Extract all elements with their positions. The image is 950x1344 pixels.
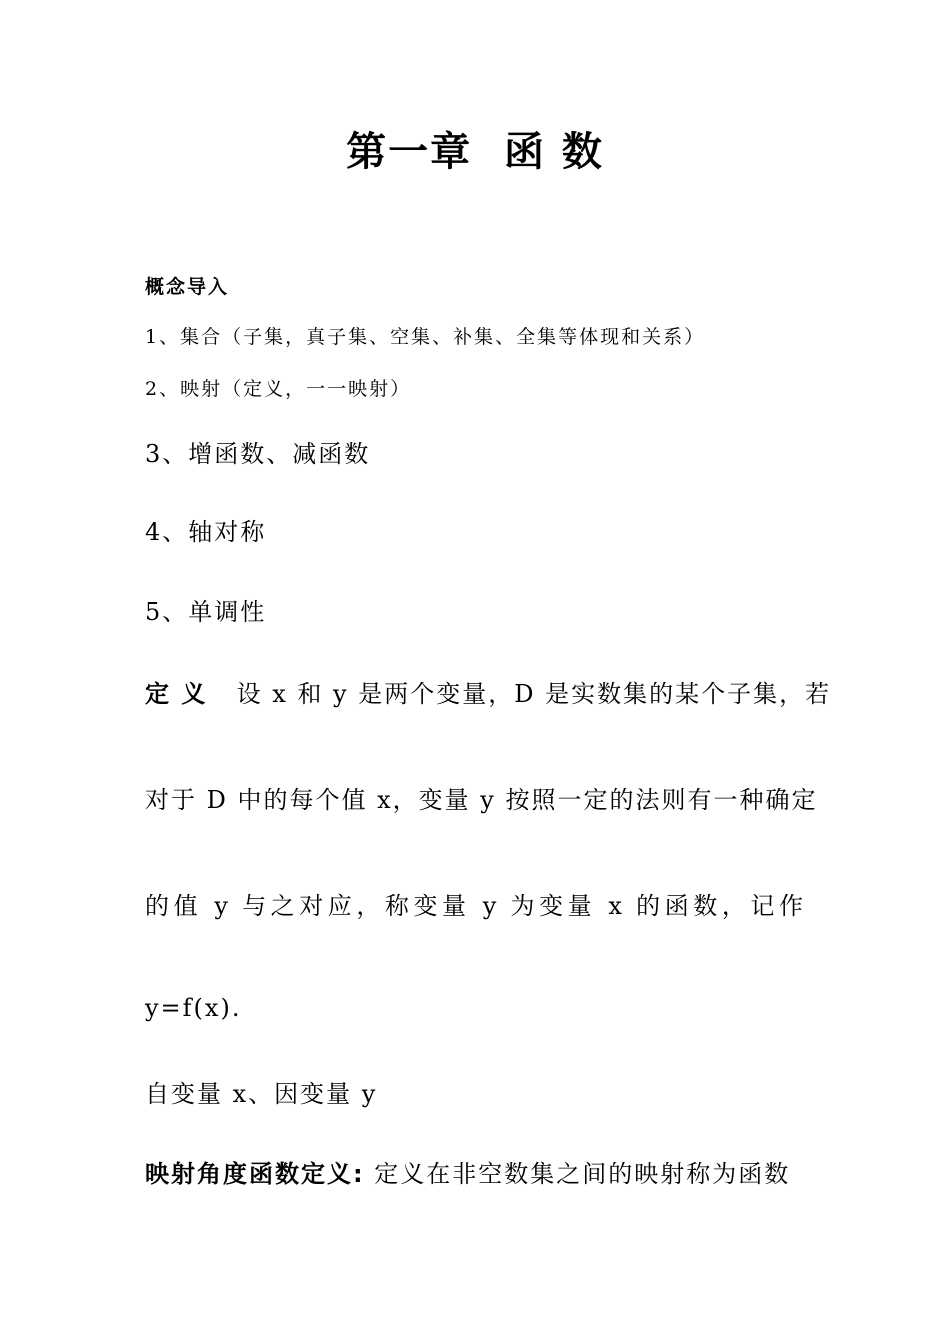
definition-line-3: 的值 y 与之对应，称变量 y 为变量 x 的函数，记作 bbox=[145, 892, 805, 920]
mapping-definition-line bbox=[145, 1154, 790, 1189]
definition-line-1 bbox=[145, 674, 832, 709]
mapping-definition-text: 定义在非空数集之间的映射称为函数 bbox=[374, 1160, 791, 1188]
definition-line-2: 对于 D 中的每个值 x，变量 y 按照一定的法则有一种确定 bbox=[145, 786, 818, 814]
concept-item-1: 1、集合（子集，真子集、空集、补集、全集等体现和关系） bbox=[145, 326, 706, 348]
chapter-title: 第一章 函 数 bbox=[346, 129, 604, 175]
definition-text-1: 设 x 和 y 是两个变量，D 是实数集的某个子集，若 bbox=[236, 680, 832, 708]
definition-line-4: y=f(x). bbox=[145, 994, 242, 1022]
definition-label: 定 义 bbox=[145, 680, 208, 708]
concept-item-4: 4、轴对称 bbox=[145, 518, 267, 546]
concept-item-3: 3、增函数、减函数 bbox=[145, 440, 371, 468]
mapping-definition-label: 映射角度函数定义: bbox=[145, 1160, 365, 1188]
variables-line: 自变量 x、因变量 y bbox=[145, 1080, 378, 1108]
concept-item-5: 5、单调性 bbox=[145, 598, 267, 626]
section-heading: 概念导入 bbox=[145, 276, 230, 298]
concept-item-2: 2、映射（定义，一一映射） bbox=[145, 378, 412, 400]
